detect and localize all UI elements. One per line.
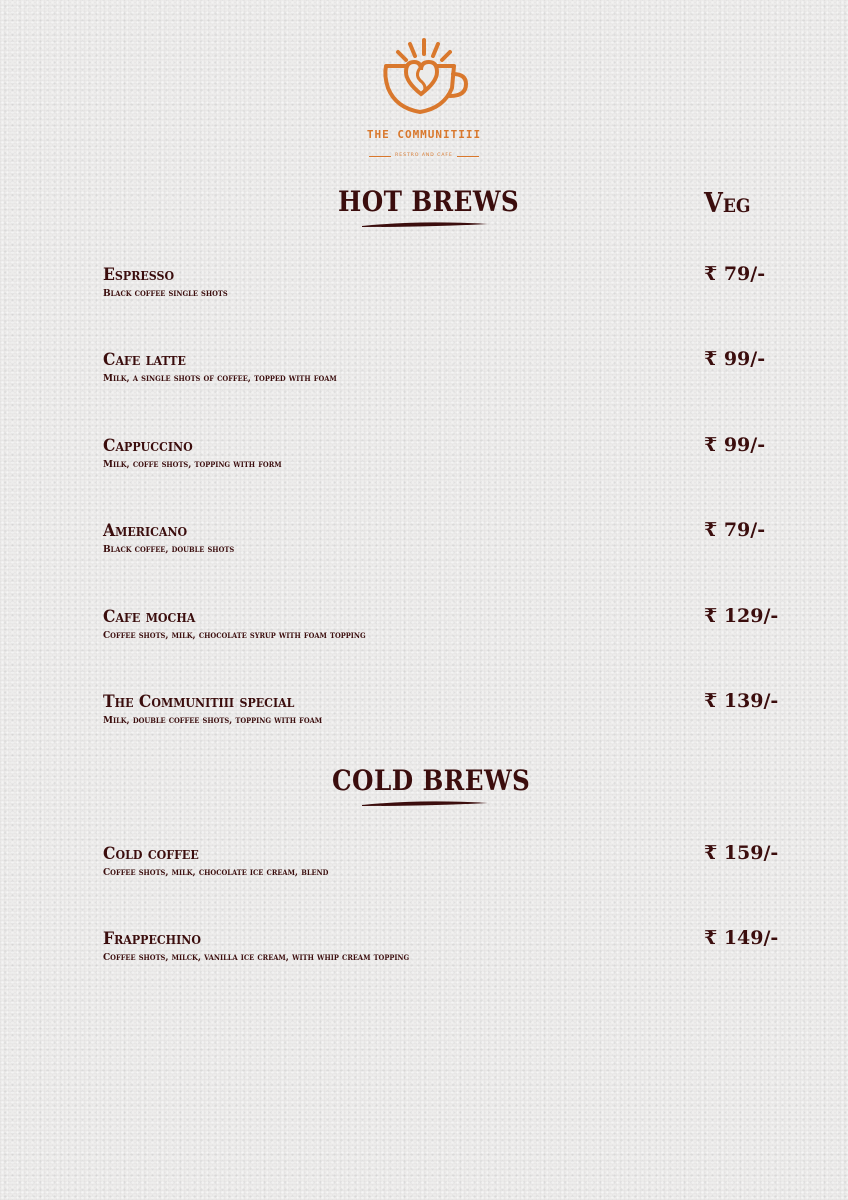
brand-logo bbox=[0, 36, 848, 160]
item-name: Cafe latte bbox=[103, 350, 186, 370]
menu-item bbox=[103, 844, 803, 894]
section-title-cold-brews: COLD BREWS bbox=[332, 764, 531, 797]
item-name: Cappuccino bbox=[103, 436, 193, 456]
item-name: Americano bbox=[103, 521, 188, 541]
item-description: Coffee shots, milk, chocolate syrup with foam topping bbox=[103, 630, 366, 641]
item-price: ₹ 79/- bbox=[704, 263, 766, 285]
item-price: ₹ 99/- bbox=[704, 434, 766, 456]
item-name: Cafe mocha bbox=[103, 607, 196, 627]
item-description: Coffee shots, milk, chocolate ice cream, blend bbox=[103, 867, 329, 878]
item-description: Milk, double coffee shots, topping with foam bbox=[103, 715, 323, 726]
item-price: ₹ 79/- bbox=[704, 519, 766, 541]
brand-tagline: RESTRO AND CAFE bbox=[369, 153, 479, 158]
coffee-cup-heart-icon bbox=[374, 36, 474, 126]
item-price: ₹ 139/- bbox=[704, 690, 779, 712]
item-name: Frappechino bbox=[103, 929, 201, 949]
section-title-hot-brews: HOT BREWS bbox=[338, 185, 520, 218]
menu-item bbox=[103, 265, 803, 315]
menu-item bbox=[103, 692, 803, 742]
item-name: The Communitiii special bbox=[103, 692, 295, 712]
title-underline-swoosh bbox=[360, 797, 490, 809]
item-description: Milk, coffe shots, topping with form bbox=[103, 459, 282, 470]
menu-item bbox=[103, 436, 803, 486]
menu-item bbox=[103, 521, 803, 571]
item-price: ₹ 129/- bbox=[704, 605, 779, 627]
brand-name: THE COMMUNITIII bbox=[366, 128, 482, 141]
item-name: Cold coffee bbox=[103, 844, 199, 864]
menu-item bbox=[103, 607, 803, 657]
item-price: ₹ 99/- bbox=[704, 348, 766, 370]
item-price: ₹ 159/- bbox=[704, 842, 779, 864]
item-description: Black coffee single shots bbox=[103, 288, 228, 299]
menu-item bbox=[103, 350, 803, 400]
item-price: ₹ 149/- bbox=[704, 927, 779, 949]
item-description: Coffee shots, milck, vanilla ice cream, with whip cream topping bbox=[103, 952, 410, 963]
item-description: Black coffee, double shots bbox=[103, 544, 235, 555]
menu-item bbox=[103, 929, 803, 979]
item-description: Milk, a single shots of coffee, topped with foam bbox=[103, 373, 337, 384]
veg-column-label: Veg bbox=[704, 188, 751, 219]
item-name: Espresso bbox=[103, 265, 175, 285]
title-underline-swoosh bbox=[360, 218, 490, 230]
